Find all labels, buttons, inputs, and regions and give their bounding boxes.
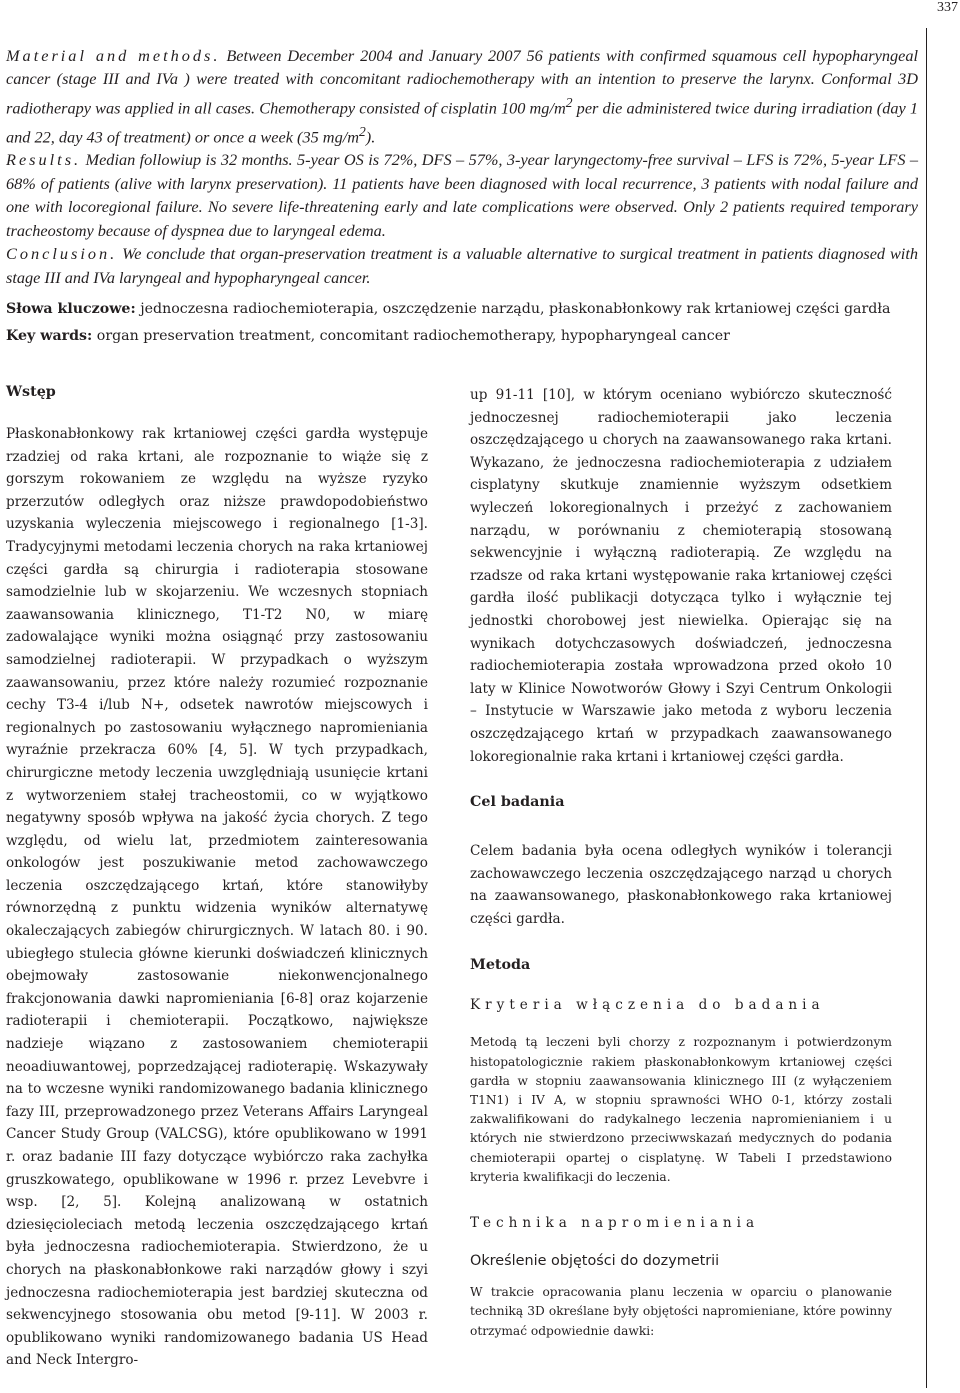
keywords: [6, 296, 918, 350]
methods-text: Between December 2004 and January 2007 56 patients with confirmed squamous cell hypopharyngeal cancer (stage III and IVa ) were treated with concomitant radiochemotherapy with an intention to preserve the larynx. Conformal 3D radiotherapy was applied in all cases. Chemotherapy consisted of cisplatin 100 mg/m: [6, 46, 918, 118]
abstract: [6, 44, 918, 289]
conclusion-text: We conclude that organ-preservation treatment is a valuable alternative to surgical treatment in patients diagnosed with stage III and IVa laryngeal and hypopharyngeal cancer.: [6, 244, 918, 287]
dosimetry-heading: Określenie objętości do dozymetrii: [470, 1253, 720, 1270]
intro-heading: Wstęp: [6, 384, 56, 400]
abstract-paragraph: [6, 44, 918, 148]
left-column: [6, 384, 428, 1372]
criteria-heading: Kryteria włączenia do badania: [470, 997, 825, 1014]
methods-label: Material and methods.: [6, 46, 221, 65]
keywords-english-text: organ preservation treatment, concomitant radiochemotherapy, hypopharyngeal cancer: [92, 328, 730, 344]
results-paragraph: [6, 148, 918, 242]
superscript: 2: [359, 123, 366, 139]
keywords-polish: [6, 296, 918, 323]
right-column: [470, 384, 892, 1341]
technique-heading: Technika napromieniania: [470, 1215, 760, 1232]
keywords-english-label: Key wards:: [6, 328, 93, 344]
dosimetry-text: W trakcie opracowania planu leczenia w oparciu o planowanie techniką 3D określane były objętości napromieniane, które powinny otrzymać odpowiednie dawki:: [470, 1285, 892, 1338]
superscript: 2: [565, 94, 573, 110]
intro-text: Płaskonabłonkowy rak krtaniowej części gardła występuje rzadziej od raka krtani, ale rozpoznanie to wiąże się z gorszym rokowaniem ze względu na wyższe ryzyko przerzutów odległych oraz niższe prawdopodobieństwo uzyskania wyleczenia miejscowego i regionalnego [1-3]. Tradycyjnymi metodami leczenia chorych na raka krtaniowej części gardła są chirurgia i radioterapia stosowane samodzielnie lub w skojarzeniu. We wczesnych stopniach zaawansowania klinicznego, T1-T2 N0, w miarę zadowalające wyniki można osiągnąć przy zastosowaniu samodzielnej radioterapii. W przypadkach o wyższym zaawansowaniu, przez które należy rozumieć rozpoznanie cechy T3-4 i/lub N+, odsetek nawrotów miejscowych i regionalnych po zastosowaniu wyłącznego napromieniania wyraźnie przekracza 60% [4, 5]. W tych przypadkach, chirurgiczne metody leczenia uwzględniają usunięcie krtani z wytworzeniem stałej tracheostomii, co w wyjątkowo negatywny sposób wpływa na jakość życia chorych. Z tego względu, od wielu lat, przedmiotem zainteresowania onkologów jest poszukiwanie metod zachowawczego leczenia oszczędzającego krtań, które stanowiłyby równorzędną z punktu widzenia wyników alternatywę okaleczających zabiegów chirurgicznych. W latach 80. i 90. ubiegłego stulecia główne kierunki doświadczeń klinicznych obejmowały zastosowanie niekonwencjonalnego frakcjonowania dawki napromieniania [6-8] oraz kojarzenie radioterapii i chemioterapii. Początkowo, największe nadzieje wiązano z zastosowaniem chemioterapii neoadiuwantowej, poprzedzającej radioterapię. Wskazywały na to wczesne wyniki randomizowanego badania klinicznego fazy III, przeprowadzonego przez Veterans Affairs Laryngeal Cancer Study Group (VALCSG), które opublikowano w 1991 r. oraz badanie III fazy dotyczące wybiórczo raka zachyłka gruszkowatego, opublikowane w 1996 r. przez Levebvre i wsp. [2, 5]. Kolejną analizowaną w ostatnich dziesięcioleciach metodą leczenia oszczędzającego krtań była jednoczesna radiochemioterapia. Stwierdzono, że u chorych na płaskonabłonkowe raki narządów głowy i szyi jednoczesna radiochemioterapia jest bardziej skuteczna od sekwencyjnego stosowania obu metod [9-11]. W 2003 r. opublikowano wyniki randomizowanego badania US Head and Neck Intergro-: [6, 426, 428, 1369]
criteria-text: Metodą tą leczeni byli chorzy z rozpoznanym i potwierdzonym histopatologicznie rakiem płaskonabłonkowym krtaniowej części gardła w stopniu zaawansowania klinicznego III (z wyłączeniem T1N1) i IV A, w stopniu sprawności WHO 0-1, którzy zostali zakwalifikowani do radykalnego leczenia napromienianiem i u których nie stwierdzono przeciwwskazań medycznych do podania chemioterapii opartej o cisplatynę. W Tabeli I przedstawiono kryteria kwalifikacji do leczenia.: [470, 1035, 892, 1184]
methods-text-2: per die administered twice during irradiation (day 1 and 22, day 43 of treatment) or once a week (35 mg/m: [6, 98, 918, 147]
results-label: Results.: [6, 150, 82, 170]
methods-text-3: ).: [365, 127, 376, 147]
aim-text: Celem badania była ocena odległych wyników i tolerancji zachowawczego leczenia oszczędzającego narząd u chorych na zaawansowanego, płaskonabłonkowego raka krtaniowej części gardła.: [470, 843, 892, 927]
conclusion-label: Conclusion.: [6, 244, 118, 264]
keywords-english: [6, 323, 918, 350]
aim-heading: Cel badania: [470, 794, 565, 811]
results-text: Median followiup is 32 months. 5-year OS is 72%, DFS – 57%, 3-year laryngectomy-free survival – LFS is 72%, 5-year LFS – 68% of patients (alive with larynx preservation). 11 patients have been diagnosed with local recurrence, 3 patients with nodal failure and one with locoregional failure. No severe life-threatening early and late complications were observed. Only 2 patients required temporary tracheostomy because of dyspnea due to laryngeal edema.: [6, 150, 918, 240]
method-heading: Metoda: [470, 957, 531, 974]
page-number: 337: [937, 0, 958, 15]
keywords-polish-label: Słowa kluczowe:: [6, 301, 136, 317]
page-edge-rule: [926, 28, 927, 1388]
keywords-polish-text: jednoczesna radiochemioterapia, oszczędzenie narządu, płaskonabłonkowy rak krtaniowej części gardła: [135, 301, 891, 317]
intro-continued-text: up 91-11 [10], w którym oceniano wybiórczo skuteczność jednoczesnej radiochemioterapii jako leczenia oszczędzającego u chorych na zaawansowanego raka krtani. Wykazano, że jednoczesna radiochemioterapia z udziałem cisplatyny skutkuje znamiennie wyższym odsetkiem wyleczeń lokoregionalnych i przeżyć z zachowaniem narządu, w porównaniu z chemioterapią stosowaną sekwencyjnie i wyłączną radioterapią. Ze względu na rzadsze od raka krtani występowanie raka krtaniowej części gardła ilość publikacji dotycząca tylko i wyłącznie tej jednostki chorobowej jest niewielka. Opierając się na wynikach dotychczasowych doświadczeń, jednoczesna radiochemioterapia została wprowadzona przed około 10 laty w Klinice Nowotworów Głowy i Szyi Centrum Onkologii – Instytucie w Warszawie jako metoda z wyboru leczenia oszczędzającego krtań w przypadkach zaawansowanego lokoregionalnie raka krtani i krtaniowej części gardła.: [470, 387, 892, 765]
conclusion-paragraph: [6, 242, 918, 289]
